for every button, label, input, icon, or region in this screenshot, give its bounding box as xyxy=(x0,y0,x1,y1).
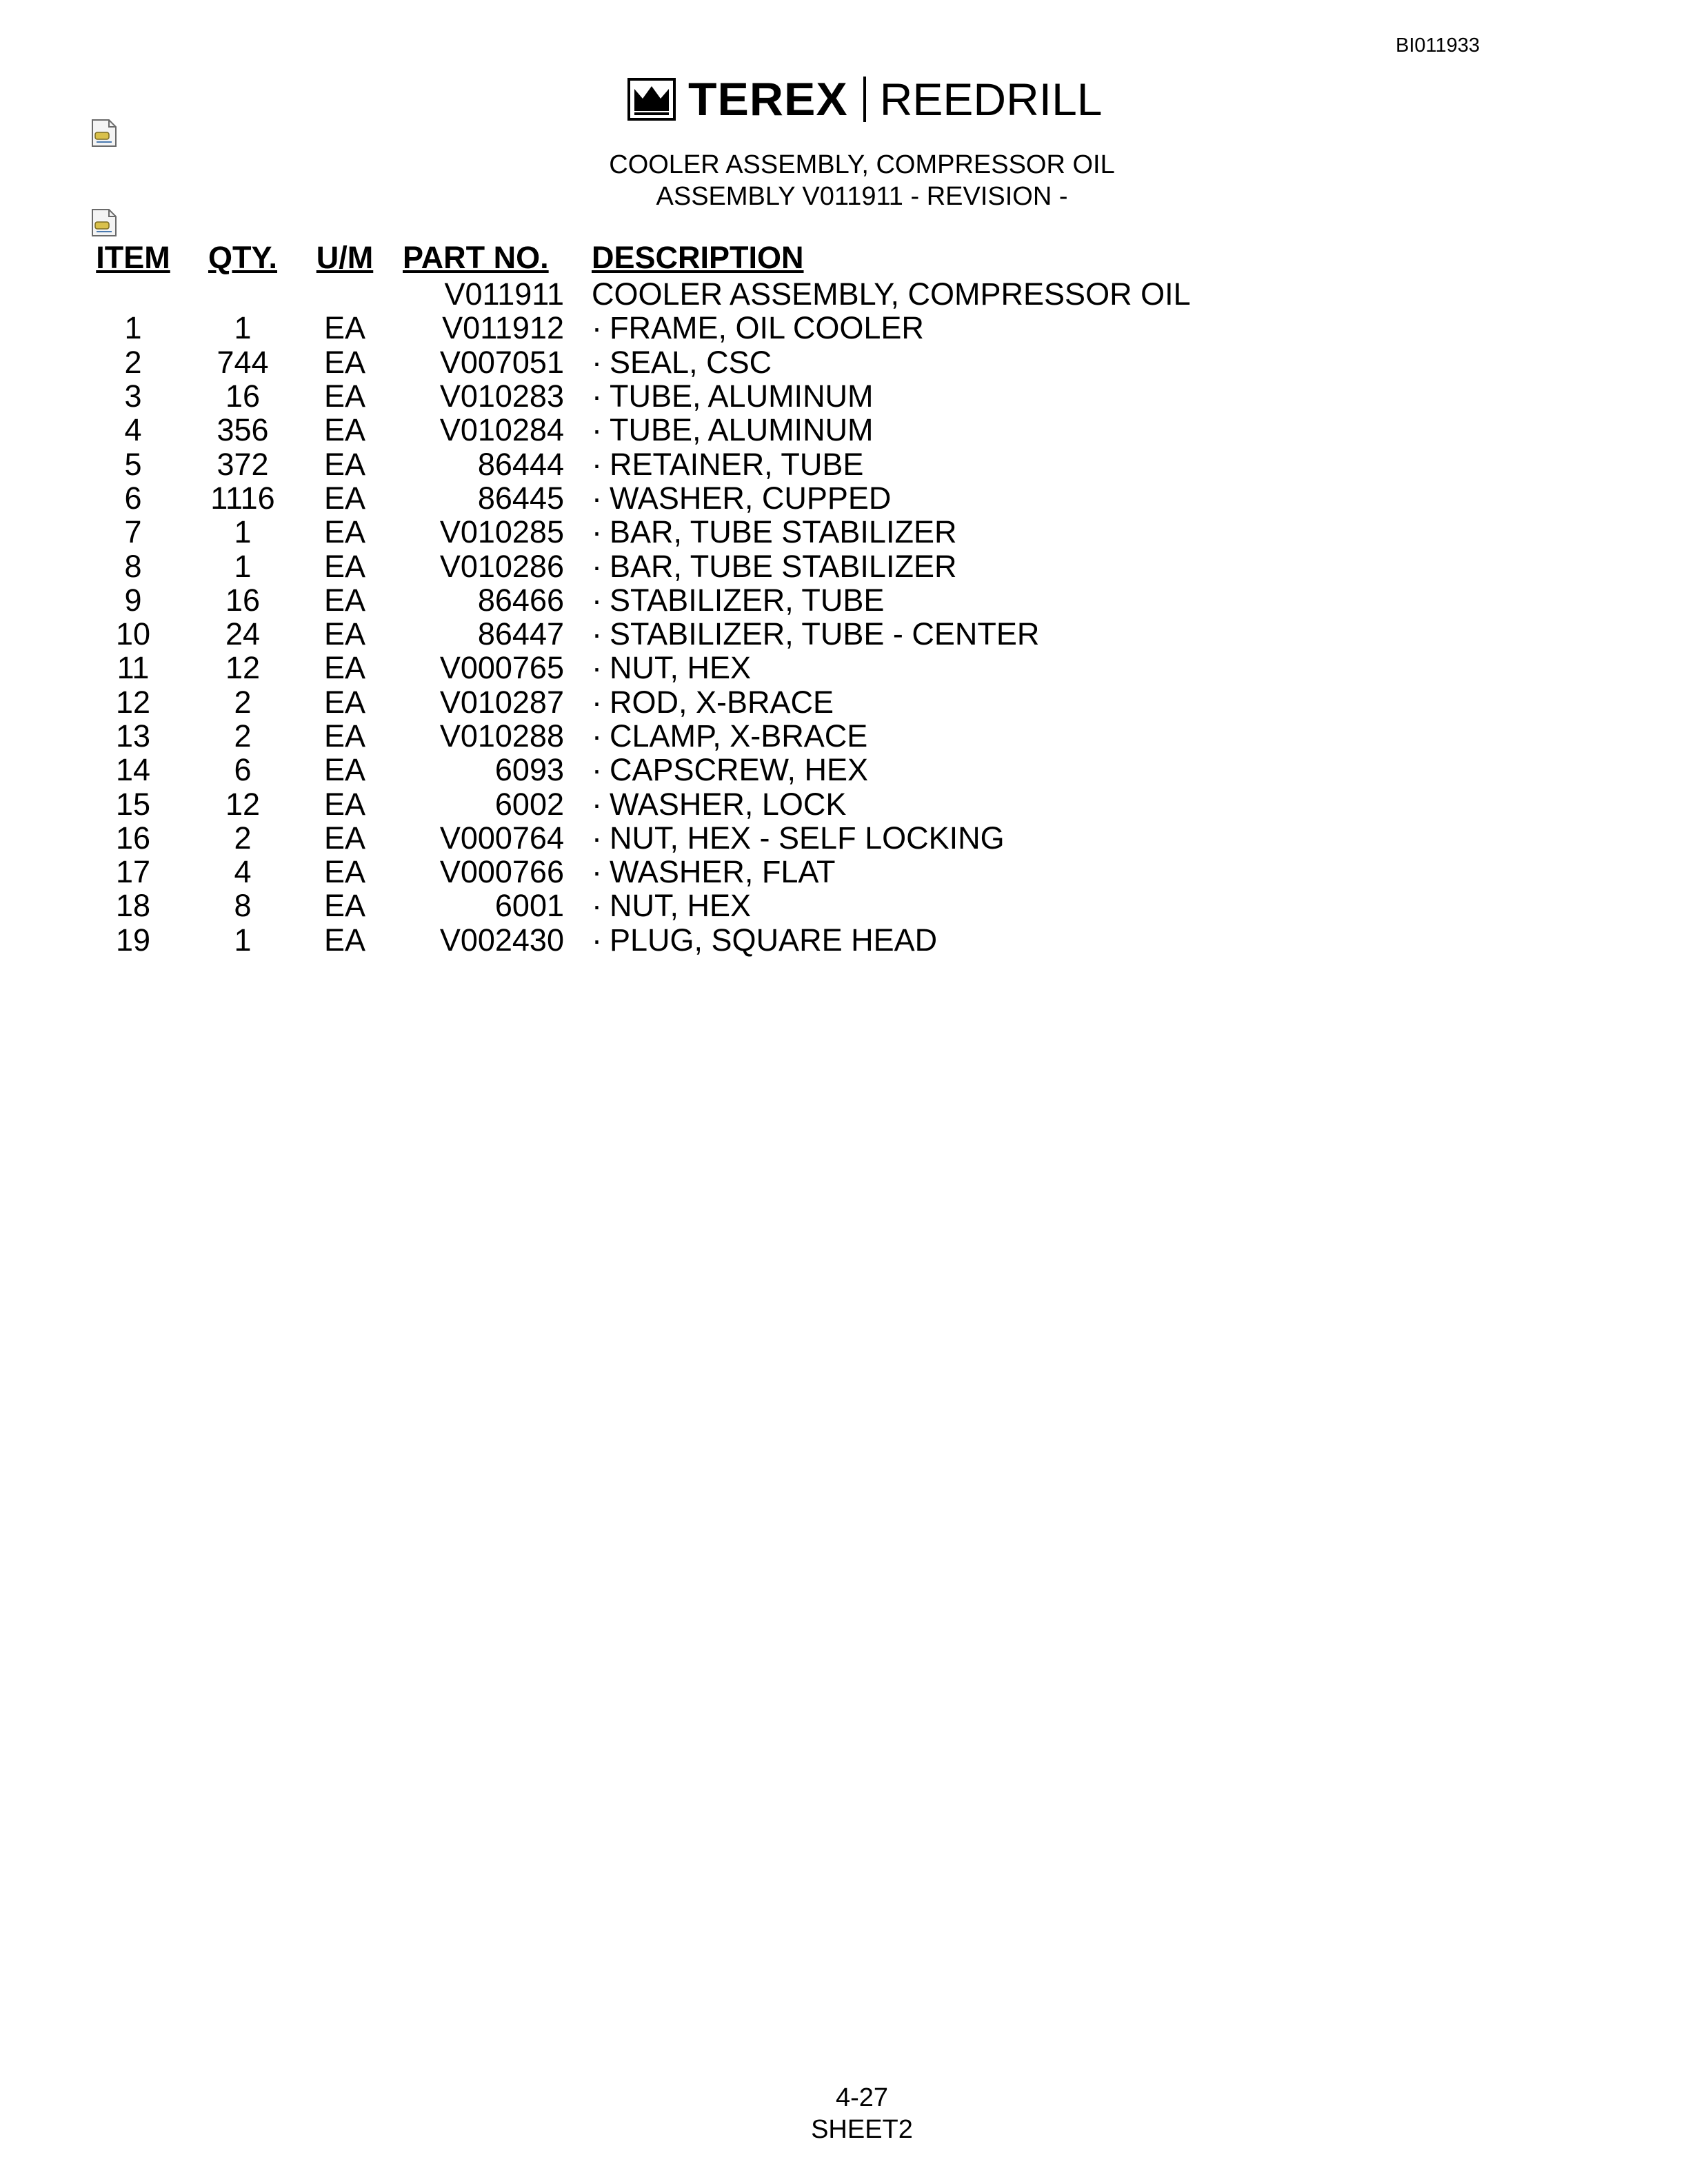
cell-qty: 2 xyxy=(234,820,252,856)
indent-bullet: · xyxy=(592,922,602,958)
cell-item: 7 xyxy=(124,514,142,550)
table-row xyxy=(92,481,1191,515)
cell-um: EA xyxy=(323,820,366,856)
description-text: WASHER, FLAT xyxy=(610,854,836,890)
cell-qty: 24 xyxy=(225,616,261,652)
cell-qty: 1 xyxy=(234,922,252,958)
cell-qty: 12 xyxy=(225,650,261,686)
indent-bullet: · xyxy=(592,378,602,414)
logo-divider xyxy=(863,77,866,122)
cell-qty: 1 xyxy=(234,514,252,550)
cell-item: 16 xyxy=(115,820,151,856)
cell-um: EA xyxy=(323,718,366,754)
parts-table xyxy=(92,237,1191,957)
cell-part-no: V000766 xyxy=(439,854,564,890)
cell-um: EA xyxy=(323,922,366,958)
indent-bullet: · xyxy=(592,786,602,822)
table-row xyxy=(92,719,1191,753)
cell-part-no: V010284 xyxy=(439,412,564,448)
cell-qty: 12 xyxy=(225,786,261,822)
cell-qty: 8 xyxy=(234,888,252,924)
cell-description xyxy=(592,889,1191,922)
cell-qty: 372 xyxy=(217,446,269,482)
table-row xyxy=(92,345,1191,379)
description-text: STABILIZER, TUBE - CENTER xyxy=(610,616,1040,652)
cell-qty: 744 xyxy=(217,344,269,380)
description-text: WASHER, CUPPED xyxy=(610,480,892,516)
assembly-description: COOLER ASSEMBLY, COMPRESSOR OIL xyxy=(592,276,1191,312)
cell-um: EA xyxy=(323,888,366,924)
indent-bullet: · xyxy=(592,412,602,448)
cell-description xyxy=(592,787,1191,820)
cell-description xyxy=(592,549,1191,583)
indent-bullet: · xyxy=(592,752,602,788)
cell-qty: 1116 xyxy=(210,480,275,516)
assembly-part-no: V011911 xyxy=(444,276,564,312)
description-text: CLAMP, X-BRACE xyxy=(610,718,868,754)
cell-part-no: V010285 xyxy=(439,514,564,550)
cell-part-no: V010288 xyxy=(439,718,564,754)
cell-part-no: V010283 xyxy=(439,378,564,414)
document-link-icon[interactable] xyxy=(91,208,117,237)
description-text: NUT, HEX - SELF LOCKING xyxy=(610,820,1005,856)
cell-item: 14 xyxy=(115,752,151,788)
table-row xyxy=(92,515,1191,549)
table-row xyxy=(92,549,1191,583)
cell-item: 8 xyxy=(124,548,142,584)
indent-bullet: · xyxy=(592,514,602,550)
description-text: CAPSCREW, HEX xyxy=(610,752,869,788)
indent-bullet: · xyxy=(592,718,602,754)
indent-bullet: · xyxy=(592,854,602,890)
cell-description xyxy=(592,515,1191,549)
indent-bullet: · xyxy=(592,684,602,720)
cell-description xyxy=(592,617,1191,651)
description-text: PLUG, SQUARE HEAD xyxy=(610,922,938,958)
cell-um: EA xyxy=(323,412,366,448)
cell-item: 19 xyxy=(115,922,151,958)
title-line-1: COOLER ASSEMBLY, COMPRESSOR OIL xyxy=(609,150,1115,179)
cell-description xyxy=(592,855,1191,889)
table-row xyxy=(92,753,1191,787)
cell-description xyxy=(592,345,1191,379)
terex-crown-icon xyxy=(627,78,676,121)
document-link-icon[interactable] xyxy=(91,119,117,148)
cell-item: 3 xyxy=(124,378,142,414)
cell-item: 18 xyxy=(115,888,151,924)
cell-item: 1 xyxy=(124,310,142,346)
page-number: 4-27 xyxy=(835,2083,889,2112)
assembly-row xyxy=(92,277,1191,311)
cell-qty: 356 xyxy=(217,412,269,448)
description-text: SEAL, CSC xyxy=(610,344,772,380)
cell-item: 6 xyxy=(124,480,142,516)
cell-part-no: 6093 xyxy=(494,752,564,788)
sheet-label: SHEET2 xyxy=(811,2115,913,2144)
table-row xyxy=(92,889,1191,922)
header-description: DESCRIPTION xyxy=(592,239,804,275)
cell-um: EA xyxy=(323,854,366,890)
cell-item: 13 xyxy=(115,718,151,754)
cell-part-no: V010287 xyxy=(439,684,564,720)
cell-description xyxy=(592,379,1191,413)
description-text: ROD, X-BRACE xyxy=(610,684,834,720)
description-text: BAR, TUBE STABILIZER xyxy=(610,548,957,584)
document-id: BI011933 xyxy=(1396,34,1480,57)
cell-description xyxy=(592,923,1191,957)
table-row xyxy=(92,311,1191,345)
table-row xyxy=(92,379,1191,413)
cell-um: EA xyxy=(323,752,366,788)
description-text: NUT, HEX xyxy=(610,650,752,686)
table-row xyxy=(92,685,1191,719)
table-row xyxy=(92,821,1191,855)
cell-part-no: V007051 xyxy=(439,344,564,380)
cell-item: 12 xyxy=(115,684,151,720)
cell-qty: 6 xyxy=(234,752,252,788)
cell-item: 17 xyxy=(115,854,151,890)
cell-part-no: V002430 xyxy=(439,922,564,958)
table-row xyxy=(92,923,1191,957)
cell-description xyxy=(592,753,1191,787)
cell-um: EA xyxy=(323,786,366,822)
cell-part-no: V010286 xyxy=(439,548,564,584)
indent-bullet: · xyxy=(592,548,602,584)
cell-part-no: 86445 xyxy=(477,480,564,516)
indent-bullet: · xyxy=(592,616,602,652)
cell-um: EA xyxy=(323,548,366,584)
cell-part-no: 86447 xyxy=(477,616,564,652)
page-footer xyxy=(758,2082,965,2145)
cell-um: EA xyxy=(323,684,366,720)
assembly-title xyxy=(524,149,1200,212)
cell-item: 5 xyxy=(124,446,142,482)
cell-part-no: 6002 xyxy=(494,786,564,822)
cell-qty: 2 xyxy=(234,684,252,720)
cell-description xyxy=(592,583,1191,617)
cell-item: 4 xyxy=(124,412,142,448)
cell-item: 2 xyxy=(124,344,142,380)
description-text: FRAME, OIL COOLER xyxy=(610,310,924,346)
table-row xyxy=(92,855,1191,889)
cell-description xyxy=(592,651,1191,685)
table-row xyxy=(92,787,1191,820)
description-text: TUBE, ALUMINUM xyxy=(610,412,874,448)
cell-um: EA xyxy=(323,310,366,346)
cell-description xyxy=(592,447,1191,481)
cell-description xyxy=(592,719,1191,753)
table-row xyxy=(92,413,1191,447)
table-row xyxy=(92,651,1191,685)
header-part-no: PART NO. xyxy=(403,239,549,275)
cell-qty: 1 xyxy=(234,548,252,584)
cell-item: 15 xyxy=(115,786,151,822)
cell-description xyxy=(592,481,1191,515)
cell-description xyxy=(592,413,1191,447)
cell-um: EA xyxy=(323,344,366,380)
indent-bullet: · xyxy=(592,480,602,516)
description-text: RETAINER, TUBE xyxy=(610,446,864,482)
cell-part-no: V000764 xyxy=(439,820,564,856)
header-um: U/M xyxy=(316,239,374,275)
logo-division: REEDRILL xyxy=(879,74,1103,125)
indent-bullet: · xyxy=(592,650,602,686)
cell-item: 10 xyxy=(115,616,151,652)
description-text: TUBE, ALUMINUM xyxy=(610,378,874,414)
cell-part-no: 86466 xyxy=(477,582,564,618)
cell-description xyxy=(592,821,1191,855)
indent-bullet: · xyxy=(592,310,602,346)
cell-um: EA xyxy=(323,378,366,414)
header-item: ITEM xyxy=(96,239,170,275)
cell-item: 9 xyxy=(124,582,142,618)
description-text: BAR, TUBE STABILIZER xyxy=(610,514,957,550)
cell-um: EA xyxy=(323,582,366,618)
table-row xyxy=(92,583,1191,617)
cell-description xyxy=(592,685,1191,719)
indent-bullet: · xyxy=(592,344,602,380)
cell-qty: 16 xyxy=(225,378,261,414)
table-header-row xyxy=(92,237,1191,277)
cell-part-no: 6001 xyxy=(494,888,564,924)
table-row xyxy=(92,617,1191,651)
cell-qty: 4 xyxy=(234,854,252,890)
indent-bullet: · xyxy=(592,582,602,618)
cell-qty: 16 xyxy=(225,582,261,618)
logo-brand: TEREX xyxy=(688,73,848,125)
table-row xyxy=(92,447,1191,481)
cell-part-no: V011912 xyxy=(442,310,564,346)
indent-bullet: · xyxy=(592,820,602,856)
cell-part-no: 86444 xyxy=(477,446,564,482)
cell-um: EA xyxy=(323,650,366,686)
description-text: STABILIZER, TUBE xyxy=(610,582,885,618)
cell-um: EA xyxy=(323,616,366,652)
cell-description xyxy=(592,311,1191,345)
indent-bullet: · xyxy=(592,888,602,924)
cell-part-no: V000765 xyxy=(439,650,564,686)
cell-qty: 2 xyxy=(234,718,252,754)
terex-reedrill-logo xyxy=(627,74,1103,124)
description-text: NUT, HEX xyxy=(610,888,752,924)
description-text: WASHER, LOCK xyxy=(610,786,847,822)
cell-item: 11 xyxy=(117,650,150,686)
cell-um: EA xyxy=(323,514,366,550)
indent-bullet: · xyxy=(592,446,602,482)
cell-um: EA xyxy=(323,480,366,516)
cell-um: EA xyxy=(323,446,366,482)
title-line-2: ASSEMBLY V011911 - REVISION - xyxy=(656,182,1068,211)
cell-qty: 1 xyxy=(234,310,252,346)
header-qty: QTY. xyxy=(208,239,278,275)
